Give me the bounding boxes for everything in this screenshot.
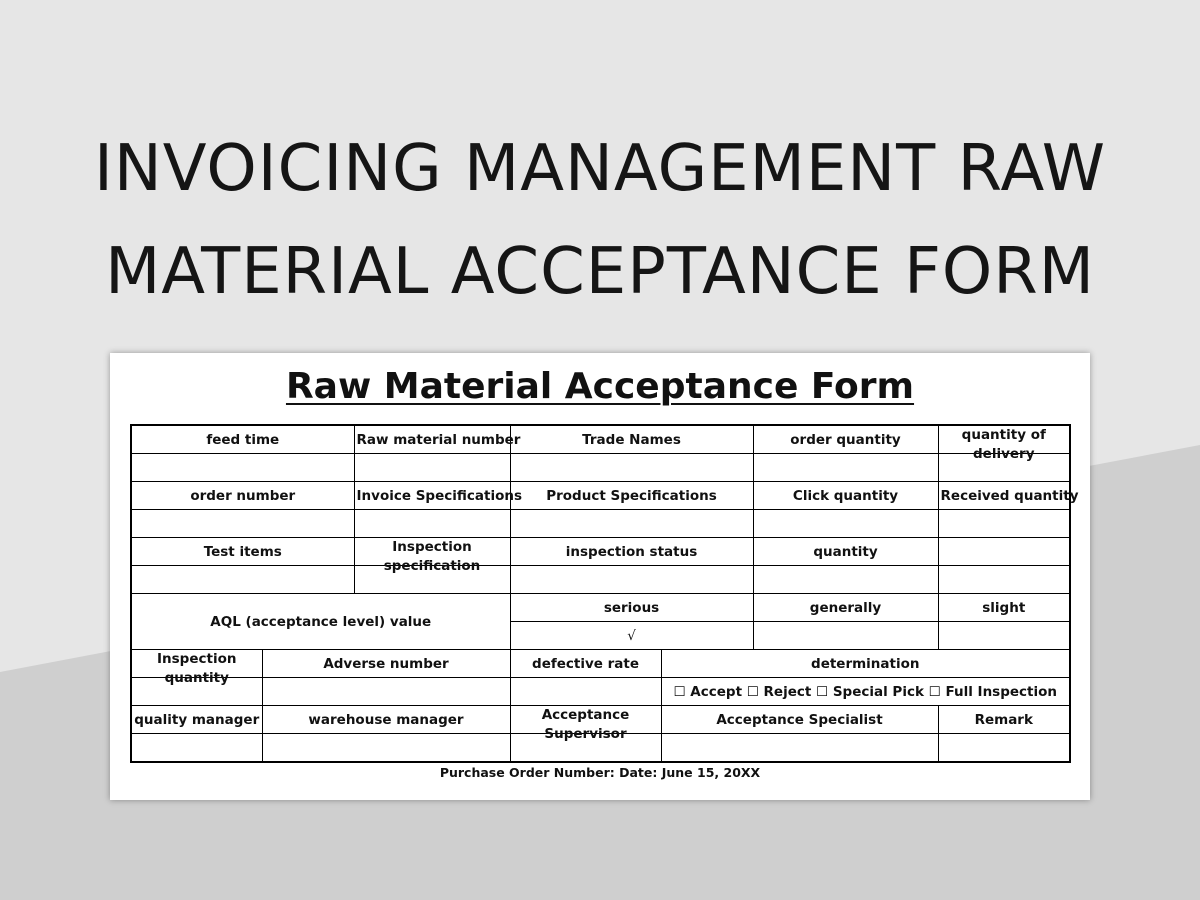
- label-serious: serious: [510, 594, 753, 622]
- label-aql-value: AQL (acceptance level) value: [131, 594, 510, 650]
- field-feed-time[interactable]: [131, 454, 354, 482]
- label-warehouse-manager: warehouse manager: [262, 706, 510, 734]
- acceptance-form-table: [130, 424, 1079, 763]
- page-title-line-1: INVOICING MANAGEMENT RAW: [94, 132, 1106, 206]
- table-row: [131, 425, 1070, 454]
- field-invoice-specifications[interactable]: [354, 510, 510, 538]
- label-feed-time: feed time: [131, 425, 354, 454]
- label-inspection-status: inspection status: [510, 538, 753, 566]
- field-quantity[interactable]: [753, 566, 938, 594]
- page-title: [0, 118, 1200, 324]
- label-received-quantity: Received quantity: [938, 482, 1070, 510]
- label-product-specifications: Product Specifications: [510, 482, 753, 510]
- field-slight[interactable]: [938, 622, 1070, 650]
- determination-checkboxes[interactable]: ☐ Accept ☐ Reject ☐ Special Pick ☐ Full Inspection: [661, 678, 1070, 706]
- field-product-specifications[interactable]: [510, 510, 753, 538]
- table-row: [131, 706, 1070, 734]
- field-blank[interactable]: [938, 566, 1070, 594]
- table-row: [131, 566, 1070, 594]
- table-row: [131, 454, 1070, 482]
- label-invoice-specifications: Invoice Specifications: [354, 482, 510, 510]
- label-quantity-of-delivery: quantity of delivery: [938, 425, 1070, 454]
- table-row: [131, 482, 1070, 510]
- page-title-line-2: MATERIAL ACCEPTANCE FORM: [105, 235, 1095, 309]
- table-row: [131, 538, 1070, 566]
- field-order-number[interactable]: [131, 510, 354, 538]
- field-warehouse-manager[interactable]: [262, 734, 510, 763]
- table-row: [131, 650, 1070, 678]
- table-row: [131, 678, 1070, 706]
- field-serious[interactable]: √: [510, 622, 753, 650]
- table-row: [131, 594, 1070, 622]
- footer-note: Purchase Order Number: Date: June 15, 20XX: [439, 765, 761, 780]
- label-acceptance-specialist: Acceptance Specialist: [661, 706, 938, 734]
- label-quantity: quantity: [753, 538, 938, 566]
- label-generally: generally: [753, 594, 938, 622]
- label-quality-manager: quality manager: [131, 706, 262, 734]
- field-order-quantity[interactable]: [753, 454, 938, 482]
- label-click-quantity: Click quantity: [753, 482, 938, 510]
- field-trade-names[interactable]: [510, 454, 753, 482]
- table-row: [131, 510, 1070, 538]
- label-test-items: Test items: [131, 538, 354, 566]
- label-acceptance-supervisor: Acceptance Supervisor: [510, 706, 661, 734]
- form-heading: [110, 366, 1090, 407]
- label-defective-rate: defective rate: [510, 650, 661, 678]
- label-adverse-number: Adverse number: [262, 650, 510, 678]
- form-sheet: [110, 353, 1090, 800]
- label-determination: determination: [661, 650, 1070, 678]
- label-inspection-quantity: Inspection quantity: [131, 650, 262, 678]
- label-slight: slight: [938, 594, 1070, 622]
- field-raw-material-number[interactable]: [354, 454, 510, 482]
- label-trade-names: Trade Names: [510, 425, 753, 454]
- label-blank: [938, 538, 1070, 566]
- field-click-quantity[interactable]: [753, 510, 938, 538]
- field-test-items[interactable]: [131, 566, 354, 594]
- field-inspection-status[interactable]: [510, 566, 753, 594]
- field-quality-manager[interactable]: [131, 734, 262, 763]
- field-remark[interactable]: [938, 734, 1070, 763]
- form-heading-text: Raw Material Acceptance Form: [285, 366, 915, 407]
- field-acceptance-specialist[interactable]: [661, 734, 938, 763]
- field-defective-rate[interactable]: [510, 678, 661, 706]
- label-order-number: order number: [131, 482, 354, 510]
- label-inspection-specification: Inspection specification: [354, 538, 510, 566]
- field-generally[interactable]: [753, 622, 938, 650]
- field-received-quantity[interactable]: [938, 510, 1070, 538]
- label-raw-material-number: Raw material number: [354, 425, 510, 454]
- field-adverse-number[interactable]: [262, 678, 510, 706]
- label-remark: Remark: [938, 706, 1070, 734]
- label-order-quantity: order quantity: [753, 425, 938, 454]
